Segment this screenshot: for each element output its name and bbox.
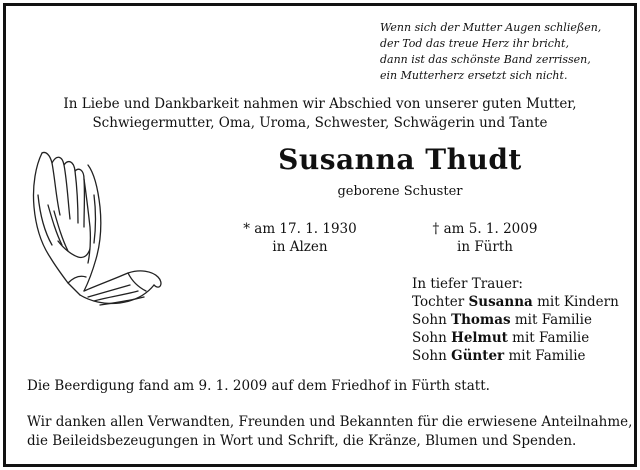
thanks-line: die Beileidsbezeugungen in Wort und Schrift, die Kränze, Blumen und Spenden. [27, 433, 577, 449]
mourner-suffix: mit Familie [507, 330, 590, 346]
poem-line: Wenn sich der Mutter Augen schließen, [380, 21, 602, 34]
mourner-suffix: mit Familie [504, 348, 586, 364]
funeral-notice: Die Beerdigung fand am 9. 1. 2009 auf dem Friedhof in Fürth statt. [27, 378, 490, 394]
mourner-entry [412, 347, 632, 365]
mourner-relation: Sohn [412, 348, 452, 364]
birth-date: * am 17. 1. 1930 [243, 221, 357, 237]
intro-line: Schwiegermutter, Oma, Uroma, Schwester, Schwägerin und Tante [92, 115, 548, 131]
birth-info [230, 220, 370, 256]
death-info [410, 220, 560, 256]
mourners-list [412, 275, 632, 365]
poem [380, 20, 600, 84]
poem-line: dann ist das schönste Band zerrissen, [380, 53, 591, 66]
intro-line: In Liebe und Dankbarkeit nahmen wir Abschied von unserer guten Mutter, [63, 96, 577, 112]
thanks-text [27, 413, 633, 451]
birth-place: in Alzen [272, 239, 328, 255]
death-place: in Fürth [457, 239, 513, 255]
mourner-entry [412, 311, 632, 329]
mourner-suffix: mit Kindern [532, 294, 619, 310]
mourners-heading: In tiefer Trauer: [412, 276, 523, 292]
maiden-name: geborene Schuster [337, 184, 463, 199]
mourner-relation: Sohn [412, 330, 452, 346]
mourner-name: Helmut [451, 330, 508, 346]
mourner-name: Thomas [451, 312, 511, 328]
intro-text [0, 95, 640, 133]
mourner-entry [412, 293, 632, 311]
mourner-relation: Sohn [412, 312, 452, 328]
mourner-entry [412, 329, 632, 347]
praying-hands-icon [28, 145, 173, 315]
mourner-relation: Tochter [412, 294, 469, 310]
deceased-name: Susanna Thudt [278, 143, 522, 176]
mourner-suffix: mit Familie [510, 312, 592, 328]
death-date: † am 5. 1. 2009 [432, 221, 538, 237]
mourner-name: Susanna [468, 294, 533, 310]
poem-line: der Tod das treue Herz ihr bricht, [380, 37, 569, 50]
thanks-line: Wir danken allen Verwandten, Freunden und Bekannten für die erwiesene Anteilnahme, [27, 414, 633, 430]
poem-line: ein Mutterherz ersetzt sich nicht. [380, 69, 568, 82]
mourner-name: Günter [451, 348, 505, 364]
